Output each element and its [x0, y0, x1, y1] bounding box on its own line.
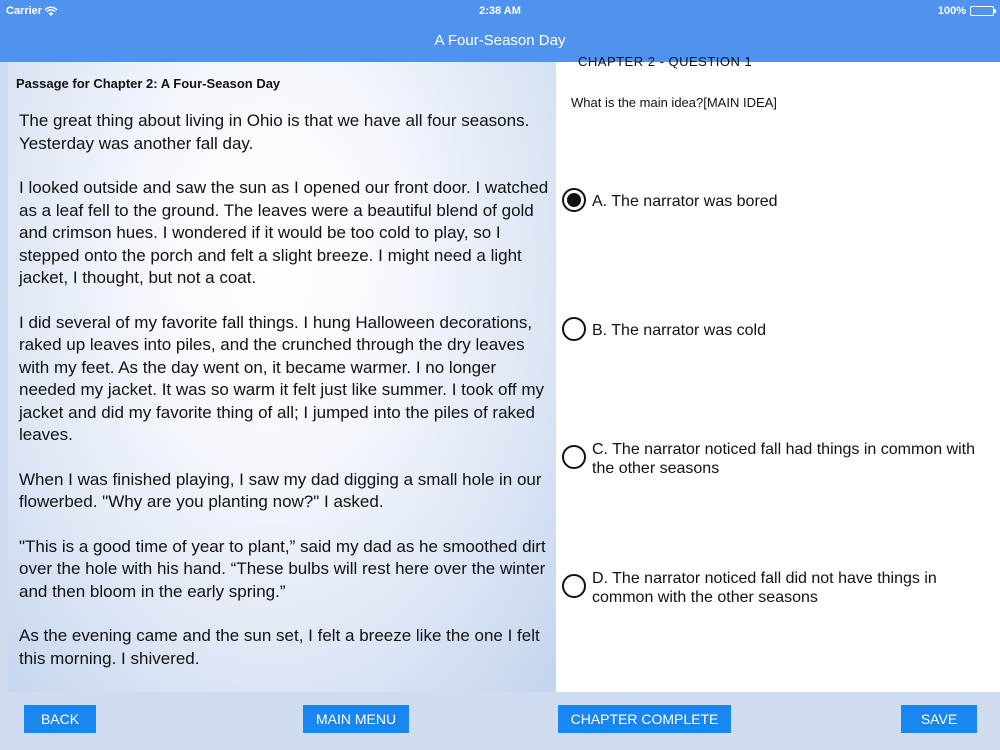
battery-indicator	[938, 5, 994, 17]
passage-paragraph: "This is a good time of year to plant,” said my dad as he smoothed dirt over the hole with his hand. “These bulbs will rest here over the winter and then bloom in the early spring.”	[19, 536, 546, 601]
answer-option-a[interactable]	[562, 192, 982, 212]
save-button[interactable]: SAVE	[901, 705, 977, 733]
answer-option-b[interactable]	[562, 321, 982, 341]
footer-toolbar	[0, 692, 1000, 750]
battery-percent: 100%	[937, 5, 966, 17]
answer-option-label: A. The narrator was bored	[592, 193, 778, 210]
answer-option-d[interactable]	[562, 569, 982, 607]
nav-bar	[0, 0, 1000, 62]
passage-paragraph: When I was finished playing, I saw my dad digging a small hole in our flowerbed. "Why are you planting now?" I asked.	[19, 469, 542, 511]
radio-button-c[interactable]	[562, 445, 586, 469]
answer-option-label: B. The narrator was cold	[592, 322, 767, 339]
passage-paragraph: I did several of my favorite fall things. I hung Halloween decorations, raked up leaves into piles, and the crunched through the dry leaves with my feet. As the day went on, it became warmer. I no longer needed my jacket. It was so warm it felt just like summer. I took off my jacket and did my favorite thing of all; I jumped into the piles of raked leaves.	[19, 312, 544, 444]
status-bar	[0, 0, 1000, 22]
status-time: 2:38 AM	[479, 5, 521, 17]
question-text: What is the main idea?[MAIN IDEA]	[571, 95, 777, 110]
passage-panel[interactable]	[8, 62, 556, 692]
passage-paragraph: I looked outside and saw the sun as I opened our front door. I watched as a leaf fell to the ground. The leaves were a beautiful blend of gold and crimson hues. I wondered if it would be too cold to play, so I stepped onto the porch and felt a slight breeze. I might need a light jacket, I thought, but not a coat.	[19, 178, 549, 287]
passage-heading: Passage for Chapter 2: A Four-Season Day	[16, 76, 281, 91]
radio-button-b[interactable]	[562, 317, 586, 341]
passage-paragraph: The great thing about living in Ohio is that we have all four seasons. Yesterday was another fall day.	[19, 111, 530, 153]
answer-option-label: D. The narrator noticed fall did not have things in common with the other seasons	[592, 570, 937, 606]
answer-option-label: C. The narrator noticed fall had things in common with the other seasons	[592, 441, 976, 477]
battery-icon	[970, 6, 994, 16]
answer-option-c[interactable]	[562, 440, 982, 478]
question-panel[interactable]	[556, 54, 1000, 692]
passage-body	[19, 110, 553, 692]
question-heading: CHAPTER 2 - QUESTION 1	[578, 54, 753, 69]
back-button[interactable]: BACK	[24, 705, 96, 733]
passage-paragraph: As the evening came and the sun set, I felt a breeze like the one I felt this morning. I shivered.	[19, 626, 540, 668]
chapter-complete-button[interactable]: CHAPTER COMPLETE	[558, 705, 731, 733]
carrier-label: Carrier	[6, 5, 43, 17]
main-menu-button[interactable]: MAIN MENU	[303, 705, 409, 733]
radio-button-a[interactable]	[562, 188, 586, 212]
page-title: A Four-Season Day	[434, 32, 566, 49]
radio-button-d[interactable]	[562, 574, 586, 598]
